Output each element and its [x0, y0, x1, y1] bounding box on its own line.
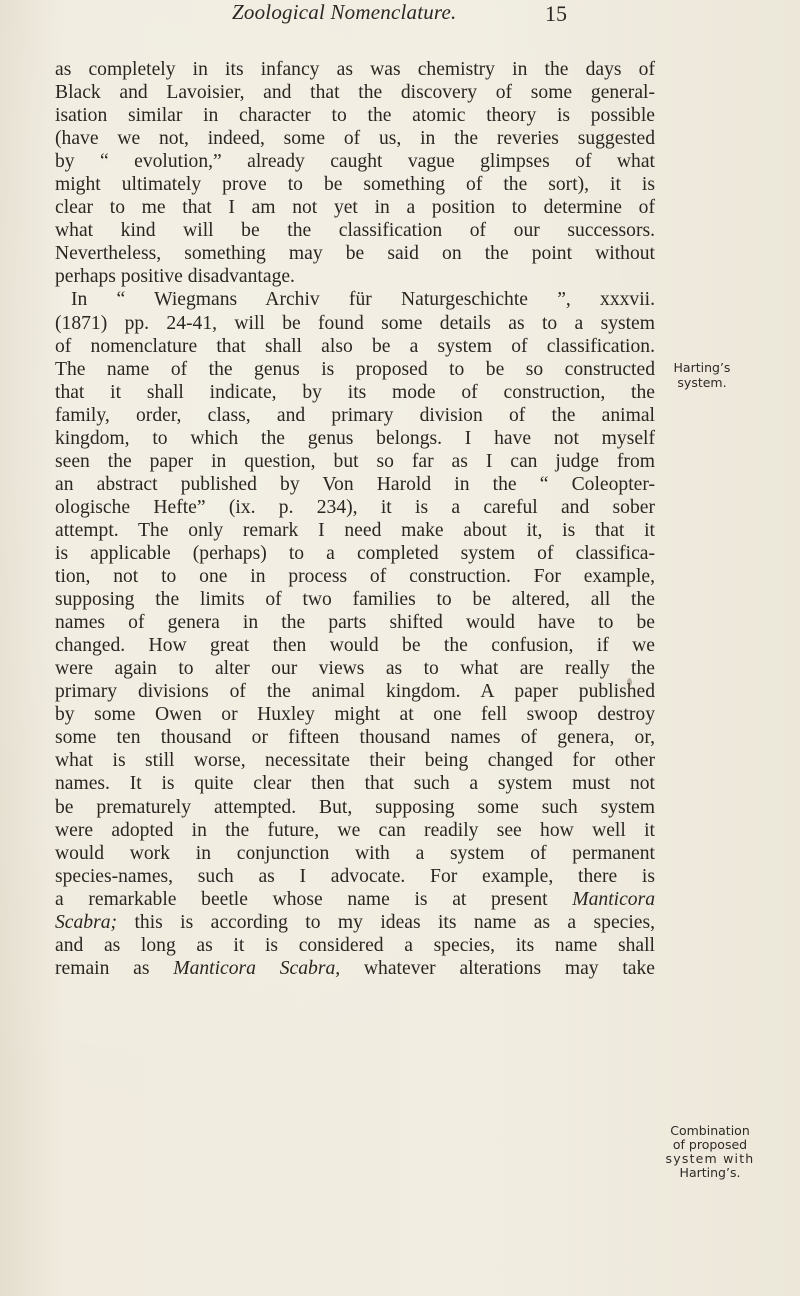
text-line: Black and Lavoisier, and that the discovery of some general-: [55, 82, 655, 104]
text-line: seen the paper in question, but so far as I can judge from: [55, 450, 655, 472]
text-fragment: whatever alterations may take: [363, 957, 655, 979]
text-line: of nomenclature that shall also be a system of classification.: [55, 335, 655, 357]
italic-term: Manticora: [572, 888, 655, 910]
margin-note-harting: [662, 360, 742, 390]
text-fragment: remain as: [55, 957, 150, 979]
text-line: by some Owen or Huxley might at one fell swoop destroy: [55, 704, 655, 726]
running-title: Zoological Nomenclature.: [232, 0, 457, 24]
italic-term: Manticora Scabra,: [173, 957, 341, 979]
text-line: and as long as it is considered a species, its name shall: [55, 934, 655, 956]
body-text: [55, 58, 655, 980]
text-line: some ten thousand or fifteen thousand names of genera, or,: [55, 727, 655, 749]
text-line: names of genera in the parts shifted would have to be: [55, 612, 655, 634]
text-line: Nevertheless, something may be said on the point without: [55, 243, 655, 265]
text-line: as completely in its infancy as was chemistry in the days of: [55, 59, 655, 80]
text-line: (1871) pp. 24-41, will be found some details as to a system: [55, 312, 655, 334]
margin-note-line: Harting’s.: [679, 1165, 741, 1180]
text-line: [55, 911, 655, 934]
margin-note-combination: [662, 1124, 758, 1180]
text-line: attempt. The only remark I need make about it, is that it: [55, 519, 655, 541]
text-line: would work in conjunction with a system of permanent: [55, 842, 655, 864]
text-line: primary divisions of the animal kingdom. A paper published: [55, 681, 655, 703]
text-line: [55, 888, 655, 911]
text-line: what kind will be the classification of our successors.: [55, 220, 655, 242]
text-line: an abstract published by Von Harold in the “ Coleopter-: [55, 473, 655, 495]
text-line: might ultimately prove to be something of the sort), it is: [55, 174, 655, 196]
text-line: is applicable (perhaps) to a completed system of classifica-: [55, 542, 655, 564]
margin-note-line: system with: [665, 1151, 755, 1166]
text-line: perhaps positive disadvantage.: [55, 266, 295, 288]
text-line: kingdom, to which the genus belongs. I have not myself: [55, 427, 655, 449]
margin-note-line: system.: [677, 375, 727, 390]
text-line: what is still worse, necessitate their being changed for other: [55, 750, 655, 772]
text-line: In “ Wiegmans Archiv für Naturgeschichte ”, xxxvii.: [71, 289, 655, 311]
text-line: changed. How great then would be the confusion, if we: [55, 635, 655, 657]
text-line: clear to me that I am not yet in a position to determine of: [55, 197, 655, 219]
text-line: (have we not, indeed, some of us, in the reveries suggested: [55, 128, 655, 150]
margin-note-line: Harting’s: [673, 360, 731, 375]
text-line: family, order, class, and primary division of the animal: [55, 404, 655, 426]
margin-note-line: of proposed: [672, 1137, 748, 1152]
margin-note-line: Combination: [670, 1123, 750, 1138]
text-line: tion, not to one in process of construction. For example,: [55, 566, 655, 588]
text-line: names. It is quite clear then that such a system must not: [55, 773, 655, 795]
text-line: were adopted in the future, we can readily see how well it: [55, 819, 655, 841]
text-fragment: this is according to my ideas its name as a species,: [134, 911, 655, 933]
ink-smudge: [627, 678, 632, 686]
text-line: be prematurely attempted. But, supposing some such system: [55, 796, 655, 818]
text-line: species-names, such as I advocate. For example, there is: [55, 865, 655, 887]
text-line: by “ evolution,” already caught vague glimpses of what: [55, 151, 655, 173]
text-line: supposing the limits of two families to be altered, all the: [55, 589, 655, 611]
text-line: were again to alter our views as to what are really the: [55, 658, 655, 680]
text-fragment: a remarkable beetle whose name is at present: [55, 888, 548, 910]
text-line: ologische Hefte” (ix. p. 234), it is a careful and sober: [55, 496, 655, 518]
running-header: [0, 0, 800, 28]
page-number: 15: [545, 1, 567, 26]
text-line: [55, 957, 655, 980]
text-line: The name of the genus is proposed to be so constructed: [55, 358, 655, 380]
italic-term: Scabra;: [55, 911, 118, 933]
text-line: that it shall indicate, by its mode of construction, the: [55, 381, 655, 403]
text-line: isation similar in character to the atomic theory is possible: [55, 105, 655, 127]
